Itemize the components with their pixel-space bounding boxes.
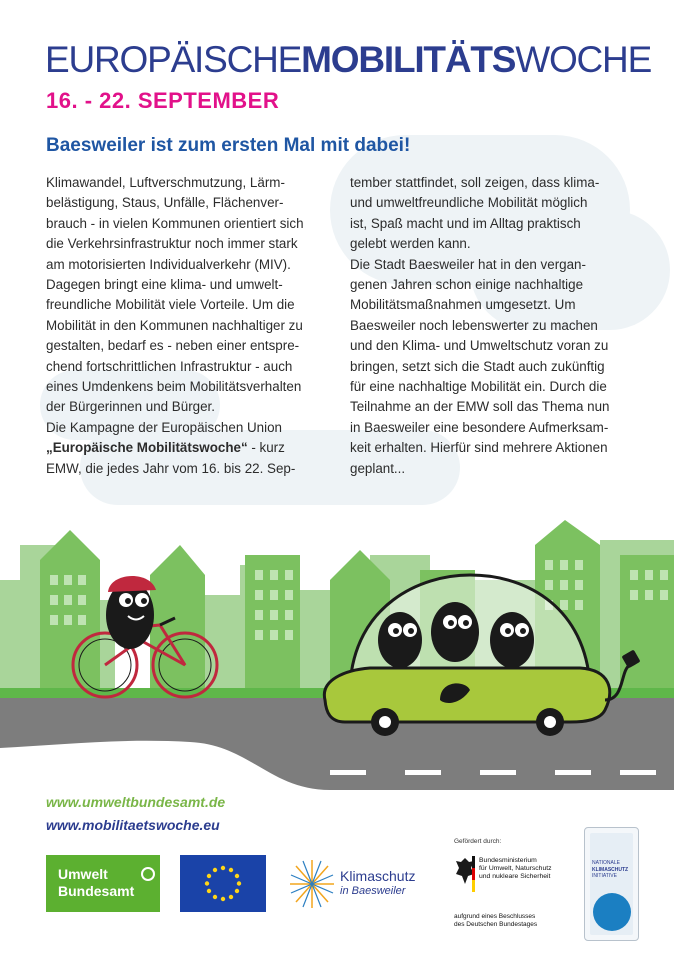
text-line: chend fortschrittlichen Infrastruktur - auch (46, 358, 293, 374)
text-line: Teilnahme an der EMW soll das Thema nun (350, 399, 610, 415)
eu-flag-logo (180, 855, 266, 912)
nki-line: NATIONALE (592, 860, 620, 866)
bmu-line: Bundesministerium (479, 857, 537, 864)
text-line: in Baesweiler eine besondere Aufmerksam- (350, 419, 609, 435)
nki-line: INITIATIVE (592, 873, 617, 879)
text-line: ist, Spaß macht und im Alltag praktisch (350, 215, 581, 231)
text-line: für eine nachhaltige Mobilität ein. Durch die (350, 379, 607, 395)
text-line: die Verkehrsinfrastruktur noch immer stark (46, 236, 298, 252)
bmu-line: für Umwelt, Naturschutz (479, 865, 552, 873)
headline-part-1: EUROPÄISCHE (45, 39, 302, 80)
federal-eagle-icon (454, 856, 476, 892)
headline-part-3: WOCHE (515, 39, 652, 80)
text-line (46, 438, 336, 458)
text-line: Klimawandel, Luftverschmutzung, Lärm- (46, 175, 285, 190)
text-line: Die Kampagne der Europäischen Union (46, 419, 282, 435)
article-subtitle: Baesweiler ist zum ersten Mal mit dabei! (46, 135, 411, 156)
text-line: gestalten, bedarf es - neben einer entspre- (46, 338, 300, 354)
klimaschutz-baesweiler-logo (288, 856, 428, 912)
mobility-illustration (0, 500, 674, 790)
cyclist-helmet (108, 576, 156, 592)
funding-label: Gefördert durch: (454, 838, 502, 845)
headline-part-2: MOBILITÄTS (301, 39, 516, 80)
article-column-right (350, 173, 640, 479)
bmu-logo (454, 856, 574, 896)
text-line: Mobilität in den Kommunen nachhaltiger zu (46, 317, 303, 333)
uba-line-2: Bundesamt (58, 883, 135, 899)
klimaschutz-name: Klimaschutz (340, 868, 416, 884)
text-line: eines Umdenkens beim Mobilitätsverhalten (46, 379, 302, 395)
uba-leaf-icon (141, 867, 155, 881)
nki-text (592, 860, 634, 880)
sunburst-icon (288, 856, 336, 912)
text-line: Mobilitätsmaßnahmen umgesetzt. Um (350, 297, 576, 313)
text-line: freundliche Mobilität viele Vorteile. Um die (46, 297, 295, 313)
text-line: bringen, setzt sich die Stadt auch zukünftig (350, 358, 605, 374)
text-line: keit erhalten. Hierfür sind mehrere Aktionen (350, 440, 608, 456)
campaign-headline (45, 38, 652, 82)
link-mobilitaetswoche[interactable]: www.mobilitaetswoche.eu (46, 817, 220, 833)
resolution-line: des Deutschen Bundestages (454, 921, 538, 928)
text-line: Baesweiler noch lebenswerter zu machen (350, 317, 598, 333)
text-line: genen Jahren schon einige nachhaltige (350, 277, 584, 293)
klimaschutz-subtitle: in Baesweiler (340, 885, 406, 897)
text-line: EMW, die jedes Jahr vom 16. bis 22. Sep- (46, 460, 296, 476)
uba-line-1: Umwelt (58, 866, 108, 882)
nki-line: KLIMASCHUTZ (592, 866, 629, 873)
globe-icon (593, 893, 631, 931)
car-body (324, 668, 609, 722)
bundestag-resolution (454, 913, 574, 929)
eu-stars-icon (180, 855, 266, 912)
text-line: und den Klima- und Umweltschutz voran zu (350, 338, 609, 354)
link-umweltbundesamt[interactable]: www.umweltbundesamt.de (46, 794, 226, 810)
text-line: am motorisierten Individualverkehr (MIV). (46, 256, 291, 272)
bmu-line: und nukleare Sicherheit (479, 873, 551, 881)
resolution-line: aufgrund eines Beschlusses (454, 913, 536, 920)
text-line: und umweltfreundliche Mobilität möglich (350, 195, 588, 211)
article-column-left (46, 173, 336, 479)
text-line: Die Stadt Baesweiler hat in den vergan- (350, 256, 586, 272)
text-line: brauch - in vielen Kommunen orientiert sich (46, 215, 304, 231)
nationale-klimaschutz-initiative-logo (584, 827, 639, 941)
text-line: geplant... (350, 460, 406, 476)
umweltbundesamt-logo (46, 855, 160, 912)
text-line: der Bürgerinnen und Bürger. (46, 399, 215, 415)
bmu-text (479, 857, 579, 882)
text-line: Dagegen bringt eine klima- und umwelt- (46, 277, 283, 293)
campaign-name: „Europäische Mobilitätswoche“ (46, 440, 248, 456)
text-line: belästigung, Staus, Unfälle, Flächenver- (46, 195, 284, 211)
text-line: tember stattfindet, soll zeigen, dass klima- (350, 175, 600, 190)
text-line: gelebt werden kann. (350, 236, 471, 252)
campaign-suffix: - kurz (247, 440, 285, 456)
event-dates: 16. - 22. SEPTEMBER (46, 88, 280, 113)
